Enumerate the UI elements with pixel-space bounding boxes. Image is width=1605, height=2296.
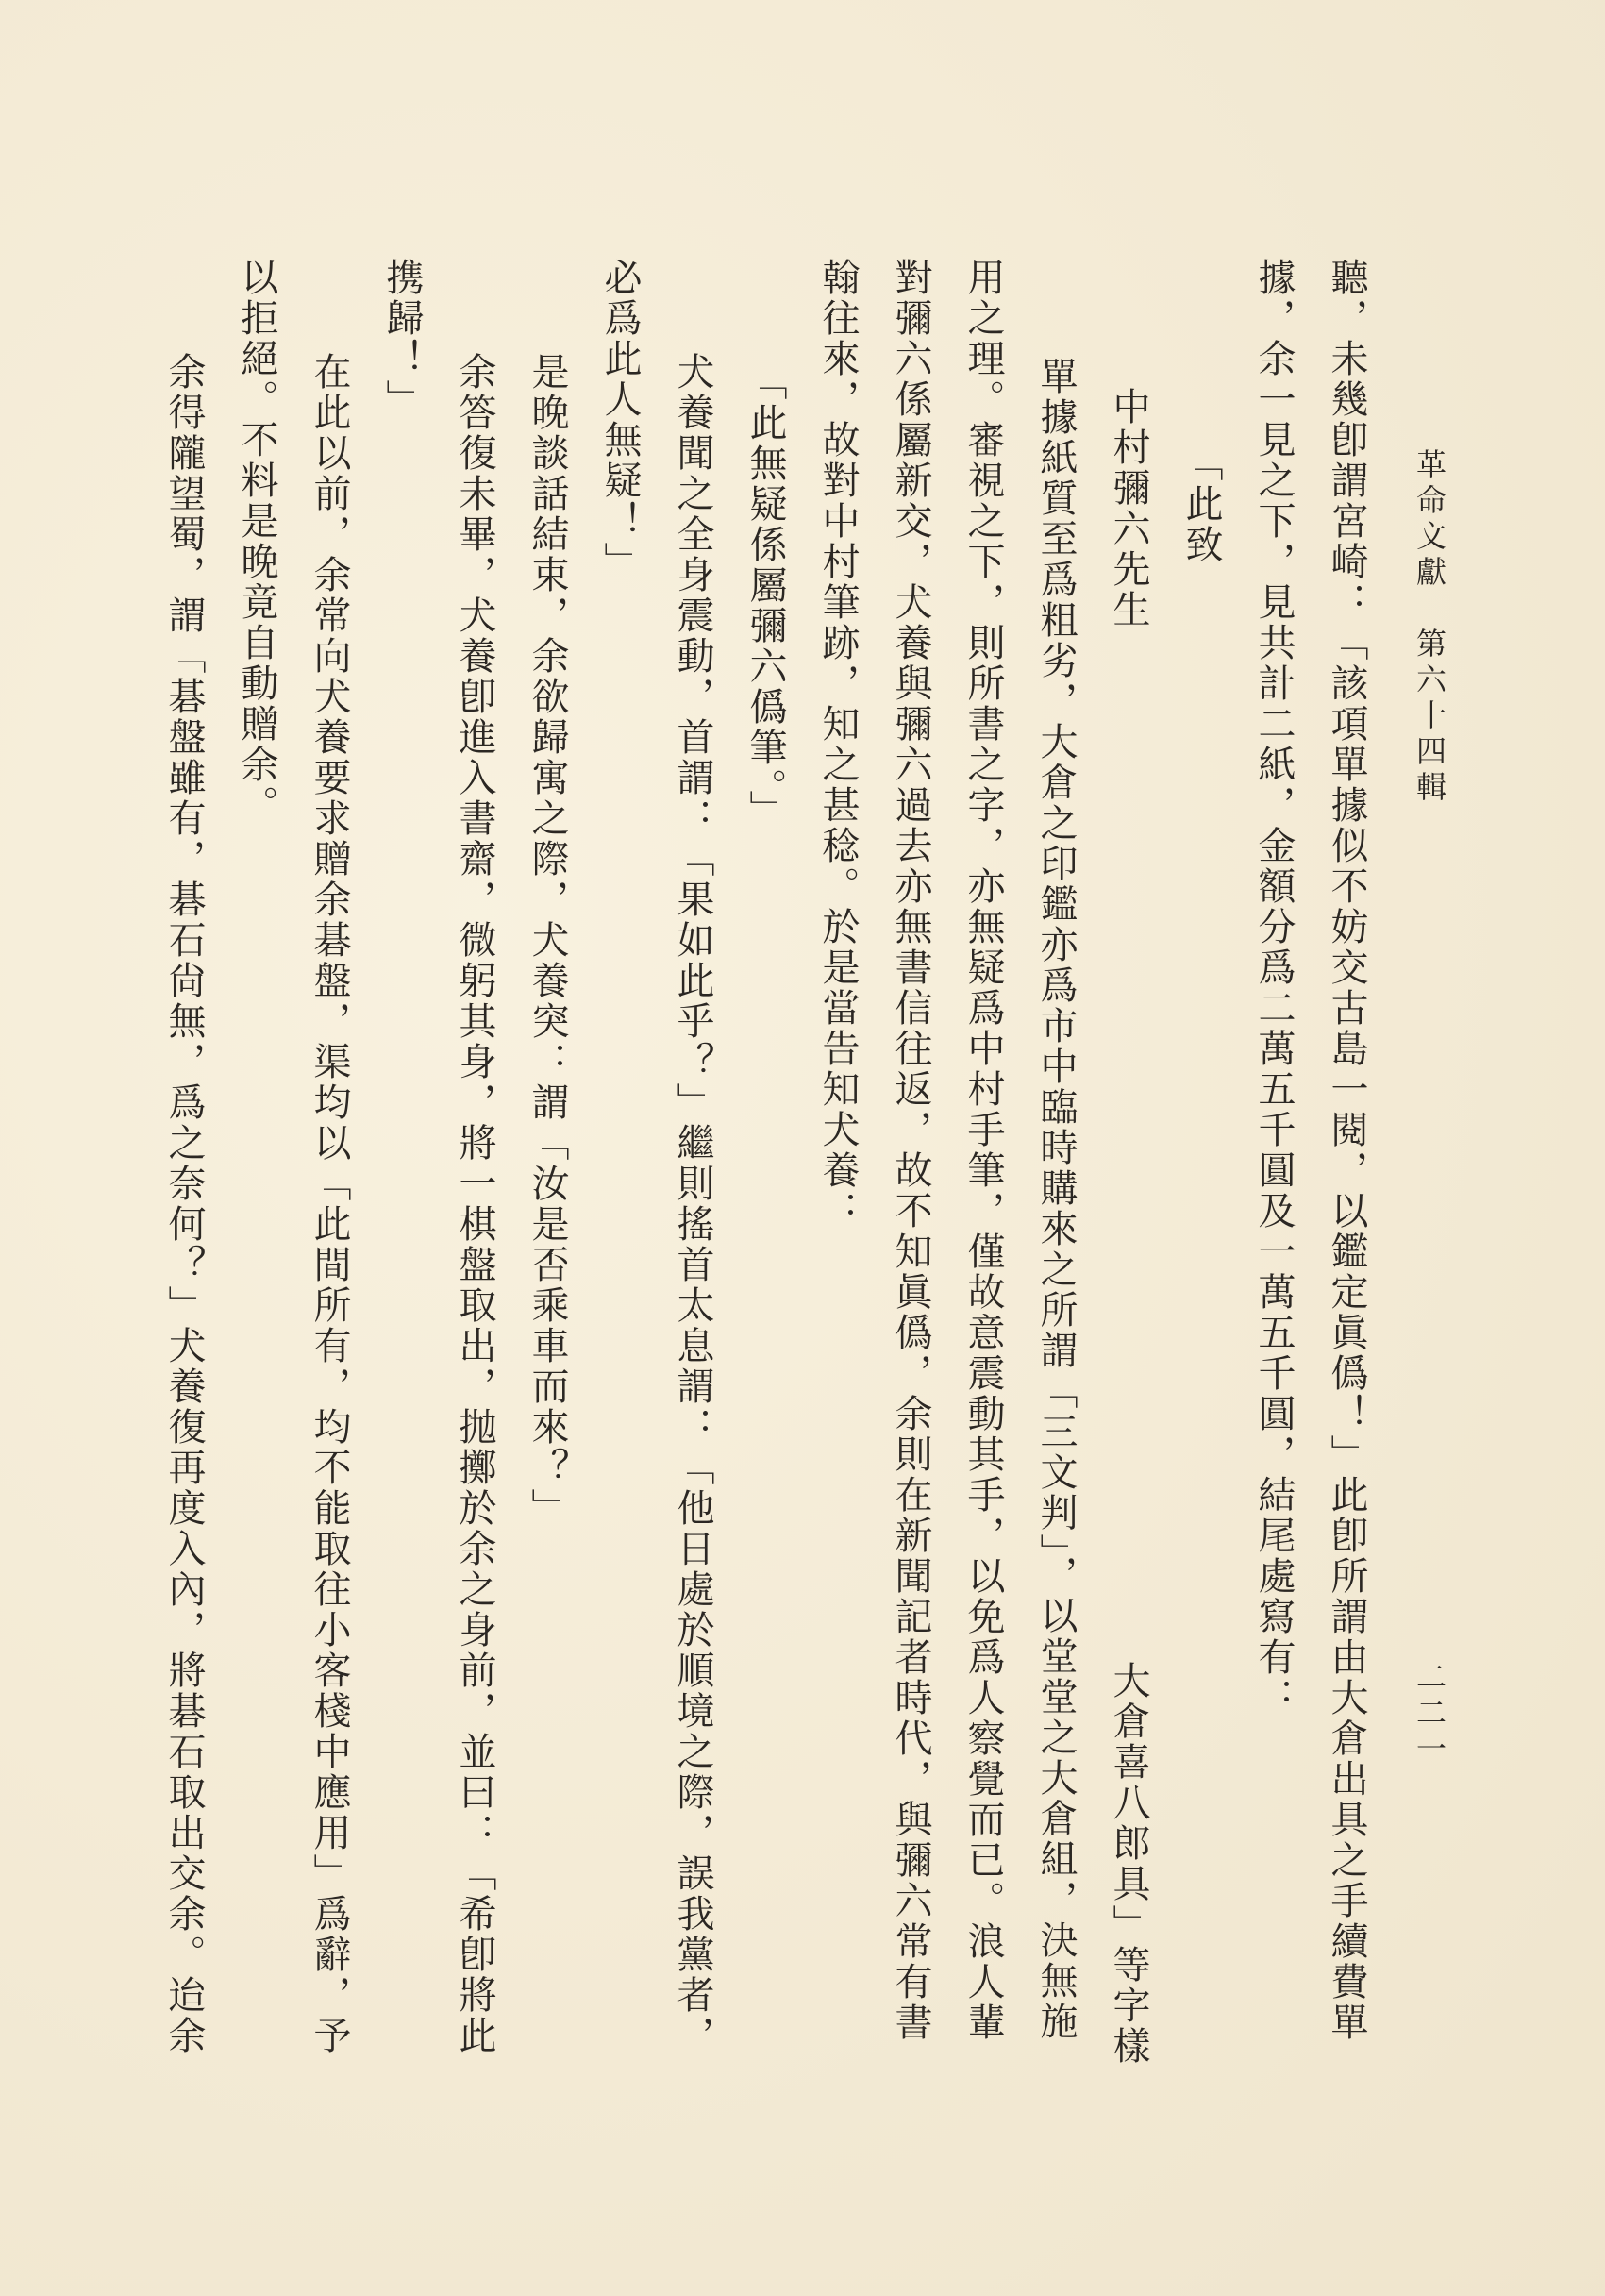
- text-column-7: 對彌六係屬新交，犬養與彌六過去亦無書信往返，故不知眞僞，余則在新聞記者時代，與彌六常有書: [889, 258, 932, 2043]
- text-column-15: 在此以前，余常向犬養要求贈余碁盤，渠均以「此間所有，均不能取往小客棧中應用」爲辭，予: [308, 352, 351, 2056]
- text-column-16: 以拒絕。不料是晚竟自動贈余。: [235, 258, 278, 826]
- quote-column-9: 「此無疑係屬彌六僞筆。」: [744, 362, 787, 830]
- text-column-11: 必爲此人無疑！」: [598, 258, 642, 582]
- running-header-title: 革命文獻 第六十四輯: [1412, 448, 1447, 807]
- text-column-14: 携歸！」: [380, 258, 424, 420]
- page-number: 二二一: [1412, 1661, 1447, 1768]
- letter-signature: 大倉喜八郎具」等字樣: [1107, 1661, 1150, 2067]
- text-column-12: 是晚談話結束，余欲歸寓之際，犬養突：謂「汝是否乘車而來？」: [526, 352, 569, 1529]
- letter-addressee: 中村彌六先生: [1107, 387, 1150, 630]
- letter-salutation: 「此致: [1179, 444, 1223, 565]
- text-column-2: 據，余一見之下，見共計二紙，金額分爲二萬五千圓及一萬五千圓，結尾處寫有：: [1252, 258, 1296, 1718]
- text-column-10: 犬養聞之全身震動，首謂：「果如此乎？」繼則搖首太息謂：「他日處於順境之際，誤我黨者，: [671, 352, 714, 2056]
- text-column-6: 用之理。審視之下，則所書之字，亦無疑爲中村手筆，僅故意震動其手，以免爲人察覺而已。浪人輩: [961, 258, 1005, 2043]
- text-column-17: 余得隴望蜀，謂「碁盤雖有，碁石尙無，爲之奈何？」犬養復再度入內，將碁石取出交余。迨余: [162, 352, 206, 2056]
- text-column-5: 單據紙質至爲粗劣，大倉之印鑑亦爲市中臨時購來之所謂「三文判」，以堂堂之大倉組，決無施: [1034, 357, 1078, 2042]
- text-column-1: 聽，未幾卽謂宮崎：「該項單據似不妨交古島一閱，以鑑定眞僞！」此卽所謂由大倉出具之手續費單: [1325, 258, 1368, 2043]
- text-column-8: 翰往來，故對中村筆跡，知之甚稔。於是當告知犬養：: [816, 258, 860, 1232]
- text-column-13: 余答復未畢，犬養卽進入書齋，微躬其身，將一棋盤取出，抛擲於余之身前，並曰：「希卽將此: [453, 352, 496, 2056]
